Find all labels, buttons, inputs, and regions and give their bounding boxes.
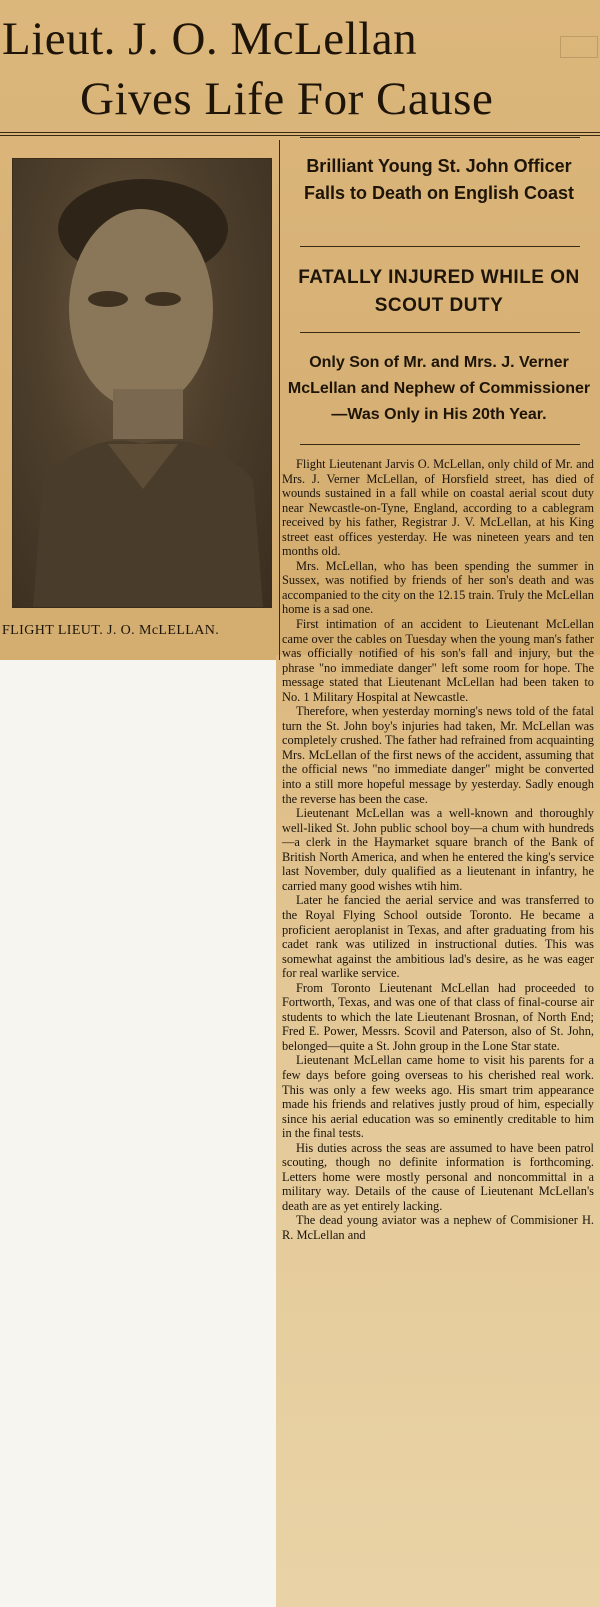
deck-rule-top [300, 137, 580, 138]
headline-line-2: Gives Life For Cause [80, 73, 494, 125]
article-paragraph: Lieutenant McLellan was a well-known and thoroughly well-liked St. John public school boy—a chum with hundreds—a clerk in the Haymarket square branch of the Bank of British North America, and when he entered the king's service last November, duly qualified as a lieutenant in infantry, he carried many good wishes wtih him. [282, 806, 594, 893]
article-paragraph: The dead young aviator was a nephew of Commisioner H. R. McLellan and [282, 1213, 594, 1242]
headline-line-1: Lieut. J. O. McLellan [2, 13, 418, 65]
deck-rule-1 [300, 246, 580, 247]
deck-subhead-1: Brilliant Young St. John Officer Falls to Death on English Coast [303, 156, 575, 203]
article-paragraph: Mrs. McLellan, who has been spending the summer in Sussex, was notified by friends of her son's death and was accompanied to the city on the 12.15 train. Truly the McLellan home is a sad one. [282, 558, 594, 617]
article-paragraph: Therefore, when yesterday morning's news told of the fatal turn the St. John boy's injuries had taken, Mr. McLellan was completely crushed. The father had refrained from acquainting Mrs. McLellan of the first news of the accident, assuming that the official news "no immediate danger" might be converted into a still more hopeful message by yesterday. Sadly enough the reverse has been the case. [282, 704, 594, 806]
article-paragraph: First intimation of an accident to Lieutenant McLellan came over the cables on Tuesday when the young man's father was officially notified of his son's fall and injury, but the phrase "no immediate danger" left some room for hope. The message stated that Lieutenant McLellan had been taken to No. 1 Military Hospital at Newcastle. [282, 617, 594, 704]
photo-caption: FLIGHT LIEUT. J. O. McLELLAN. [2, 623, 220, 638]
article-paragraph: Later he fancied the aerial service and was transferred to the Royal Flying School outside Toronto. He became a proficient aeroplanist in Texas, and after graduating from his cadet rank was utilized in instructional duties. This was somewhat against the ambitious lad's desire, as he was eager for real warlike service. [282, 893, 594, 981]
article-body [282, 457, 594, 1243]
headline-rule [0, 132, 600, 133]
column-rule [279, 140, 280, 660]
article-paragraph: Flight Lieutenant Jarvis O. McLellan, only child of Mr. and Mrs. J. Verner McLellan, of Horsfield street, has died of wounds sustained in a fall while on coastal aerial scout duty near Newcastle-on-Tyne, England, according to a cablegram received by his father, Registrar J. V. McLellan, at his King street east offices yesterday. He was nineteen years and ten months old. [282, 457, 594, 559]
article-paragraph: Lieutenant McLellan came home to visit his parents for a few days before going overseas to his cherished real work. This was only a few weeks ago. His smart trim appearance made his friends and relatives justly proud of him, especially since his aerial education was so eminently creditable to him in the final tests. [282, 1053, 594, 1141]
article-paragraph: His duties across the seas are assumed to have been patrol scouting, though no definite information is forthcoming. Letters home were mostly personal and noncommittal in a military way. Details of the cause of Lieutenant McLellan's death are as yet entirely lacking. [282, 1140, 594, 1213]
portrait-photo [12, 158, 272, 608]
deck-subhead-3: Only Son of Mr. and Mrs. J. Verner McLellan and Nephew of Commissioner—Was Only in His 20th Year. [287, 354, 591, 423]
deck-rule-3 [300, 444, 580, 445]
deck-subhead-2: FATALLY INJURED WHILE ON SCOUT DUTY [298, 267, 580, 316]
deck-rule-2 [300, 332, 580, 333]
article-paragraph: From Toronto Lieutenant McLellan had proceeded to Fortworth, Texas, and was one of that class of final-course air students to which the late Lieutenant Brosnan, of North End; Fred E. Power, Messrs. Scovil and Paterson, also of St. John, belonged—quite a St. John group in the Lone Star state. [282, 980, 594, 1053]
headline-rule-2 [0, 135, 600, 136]
portrait-figure [13, 159, 271, 607]
